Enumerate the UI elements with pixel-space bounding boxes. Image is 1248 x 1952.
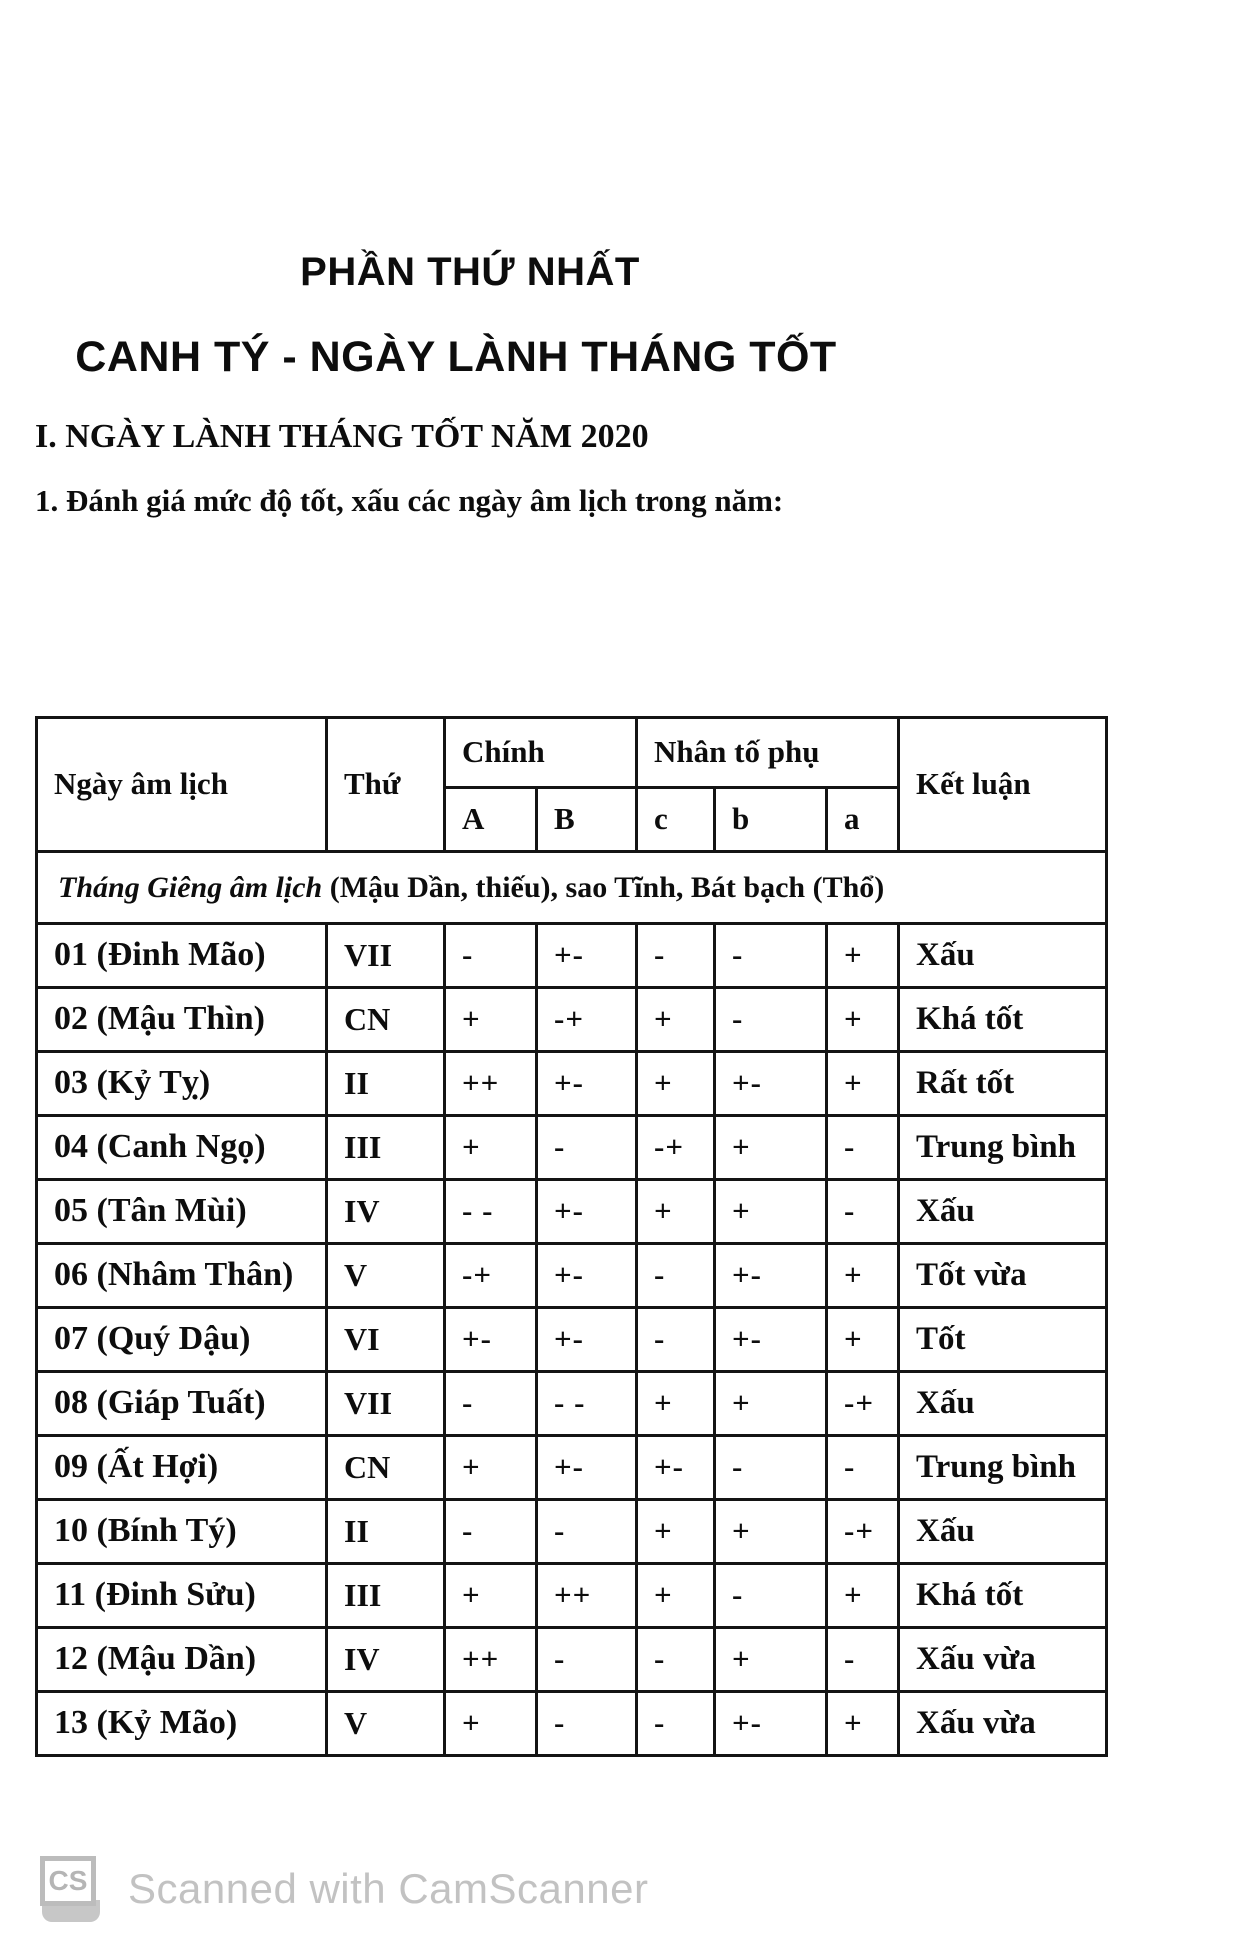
cell-thu: III — [327, 1564, 445, 1628]
cell-b: - — [715, 988, 827, 1052]
cell-A: - — [445, 1372, 537, 1436]
cell-c: + — [637, 1180, 715, 1244]
col-header-weekday: Thứ — [327, 718, 445, 852]
cell-thu: IV — [327, 1628, 445, 1692]
cell-b: +- — [715, 1692, 827, 1756]
cell-b: - — [715, 1564, 827, 1628]
cell-c: + — [637, 988, 715, 1052]
cell-thu: II — [327, 1500, 445, 1564]
cell-A: + — [445, 1564, 537, 1628]
cell-b: + — [715, 1628, 827, 1692]
cell-a: -+ — [827, 1372, 899, 1436]
col-header-A: A — [445, 788, 537, 852]
cell-ketluan: Xấu vừa — [899, 1692, 1107, 1756]
col-header-B: B — [537, 788, 637, 852]
cell-c: - — [637, 924, 715, 988]
table-row — [37, 1052, 1107, 1116]
col-header-a: a — [827, 788, 899, 852]
table-row — [37, 1628, 1107, 1692]
header-row-groups — [37, 718, 1107, 788]
cell-B: - — [537, 1500, 637, 1564]
cell-B: - — [537, 1692, 637, 1756]
cell-day: 10 (Bính Tý) — [37, 1500, 327, 1564]
camscanner-logo-icon — [40, 1856, 102, 1922]
table-row — [37, 988, 1107, 1052]
cell-ketluan: Khá tốt — [899, 988, 1107, 1052]
cell-b: + — [715, 1180, 827, 1244]
table-row — [37, 1180, 1107, 1244]
table-row — [37, 1116, 1107, 1180]
cell-c: + — [637, 1564, 715, 1628]
table-row — [37, 1436, 1107, 1500]
cell-thu: IV — [327, 1180, 445, 1244]
cell-ketluan: Tốt vừa — [899, 1244, 1107, 1308]
month-header-row — [37, 852, 1107, 924]
section-heading: I. NGÀY LÀNH THÁNG TỐT NĂM 2020 — [35, 418, 649, 455]
cell-a: - — [827, 1436, 899, 1500]
table-row — [37, 1372, 1107, 1436]
cell-B: +- — [537, 1308, 637, 1372]
cell-b: +- — [715, 1244, 827, 1308]
table-row — [37, 1308, 1107, 1372]
table-row — [37, 1244, 1107, 1308]
cell-a: - — [827, 1628, 899, 1692]
table-row — [37, 924, 1107, 988]
cell-B: ++ — [537, 1564, 637, 1628]
cell-thu: VI — [327, 1308, 445, 1372]
cell-thu: II — [327, 1052, 445, 1116]
cell-c: - — [637, 1308, 715, 1372]
cell-a: + — [827, 924, 899, 988]
cell-a: + — [827, 988, 899, 1052]
cell-c: - — [637, 1692, 715, 1756]
cell-c: -+ — [637, 1116, 715, 1180]
cell-thu: VII — [327, 1372, 445, 1436]
cell-c: - — [637, 1628, 715, 1692]
cell-ketluan: Tốt — [899, 1308, 1107, 1372]
cell-thu: CN — [327, 988, 445, 1052]
table-row — [37, 1692, 1107, 1756]
cell-b: +- — [715, 1052, 827, 1116]
cell-ketluan: Xấu — [899, 1500, 1107, 1564]
cell-day: 05 (Tân Mùi) — [37, 1180, 327, 1244]
month-name: Tháng Giêng âm lịch — [58, 870, 323, 904]
cell-A: + — [445, 1436, 537, 1500]
cell-ketluan: Trung bình — [899, 1116, 1107, 1180]
cell-day: 04 (Canh Ngọ) — [37, 1116, 327, 1180]
cell-A: - — [445, 924, 537, 988]
cell-c: + — [637, 1500, 715, 1564]
cell-b: - — [715, 924, 827, 988]
camscanner-logo-letters: CS — [40, 1856, 96, 1906]
cell-ketluan: Xấu vừa — [899, 1628, 1107, 1692]
col-header-main-group: Chính — [445, 718, 637, 788]
cell-A: -+ — [445, 1244, 537, 1308]
cell-ketluan: Khá tốt — [899, 1564, 1107, 1628]
cell-b: + — [715, 1372, 827, 1436]
cell-B: - — [537, 1116, 637, 1180]
cell-B: +- — [537, 1180, 637, 1244]
cell-a: - — [827, 1180, 899, 1244]
cell-a: + — [827, 1308, 899, 1372]
cell-thu: CN — [327, 1436, 445, 1500]
cell-thu: III — [327, 1116, 445, 1180]
cell-B: +- — [537, 1052, 637, 1116]
cell-day: 07 (Quý Dậu) — [37, 1308, 327, 1372]
col-header-sub-group: Nhân tố phụ — [637, 718, 899, 788]
month-detail: (Mậu Dần, thiếu), sao Tĩnh, Bát bạch (Thổ) — [322, 870, 885, 904]
cell-B: +- — [537, 1436, 637, 1500]
cell-ketluan: Xấu — [899, 1180, 1107, 1244]
cell-thu: V — [327, 1244, 445, 1308]
cell-a: + — [827, 1052, 899, 1116]
cell-ketluan: Xấu — [899, 924, 1107, 988]
cell-B: +- — [537, 1244, 637, 1308]
cell-A: + — [445, 1116, 537, 1180]
cell-a: -+ — [827, 1500, 899, 1564]
camscanner-footer — [40, 1856, 648, 1922]
cell-day: 01 (Đinh Mão) — [37, 924, 327, 988]
cell-day: 02 (Mậu Thìn) — [37, 988, 327, 1052]
cell-day: 06 (Nhâm Thân) — [37, 1244, 327, 1308]
cell-A: + — [445, 988, 537, 1052]
month-header-cell — [37, 852, 1107, 924]
cell-B: +- — [537, 924, 637, 988]
cell-B: - — [537, 1628, 637, 1692]
cell-c: + — [637, 1372, 715, 1436]
col-header-conclusion: Kết luận — [899, 718, 1107, 852]
table-row — [37, 1500, 1107, 1564]
cell-day: 11 (Đinh Sửu) — [37, 1564, 327, 1628]
cell-c: + — [637, 1052, 715, 1116]
cell-c: - — [637, 1244, 715, 1308]
cell-A: +- — [445, 1308, 537, 1372]
cell-ketluan: Xấu — [899, 1372, 1107, 1436]
cell-c: +- — [637, 1436, 715, 1500]
cell-ketluan: Rất tốt — [899, 1052, 1107, 1116]
cell-A: ++ — [445, 1628, 537, 1692]
cell-A: + — [445, 1692, 537, 1756]
cell-thu: V — [327, 1692, 445, 1756]
cell-a: + — [827, 1244, 899, 1308]
lunar-day-rating-table — [35, 716, 1108, 1757]
cell-A: - — [445, 1500, 537, 1564]
cell-B: - - — [537, 1372, 637, 1436]
cell-a: + — [827, 1564, 899, 1628]
cell-b: + — [715, 1116, 827, 1180]
cell-A: ++ — [445, 1052, 537, 1116]
col-header-day: Ngày âm lịch — [37, 718, 327, 852]
cell-day: 09 (Ất Hợi) — [37, 1436, 327, 1500]
cell-b: + — [715, 1500, 827, 1564]
cell-day: 08 (Giáp Tuất) — [37, 1372, 327, 1436]
cell-day: 03 (Kỷ Tỵ) — [37, 1052, 327, 1116]
col-header-c: c — [637, 788, 715, 852]
cell-b: +- — [715, 1308, 827, 1372]
col-header-b: b — [715, 788, 827, 852]
footer-text: Scanned with CamScanner — [128, 1865, 649, 1912]
cell-A: - - — [445, 1180, 537, 1244]
cell-B: -+ — [537, 988, 637, 1052]
year-title: CANH TÝ - NGÀY LÀNH THÁNG TỐT — [75, 333, 837, 381]
cell-ketluan: Trung bình — [899, 1436, 1107, 1500]
cell-a: + — [827, 1692, 899, 1756]
cell-b: - — [715, 1436, 827, 1500]
cell-day: 13 (Kỷ Mão) — [37, 1692, 327, 1756]
cell-day: 12 (Mậu Dần) — [37, 1628, 327, 1692]
subsection-heading: 1. Đánh giá mức độ tốt, xấu các ngày âm lịch trong năm: — [35, 483, 784, 518]
cell-a: - — [827, 1116, 899, 1180]
cell-thu: VII — [327, 924, 445, 988]
part-title: PHẦN THỨ NHẤT — [300, 250, 640, 294]
table-row — [37, 1564, 1107, 1628]
